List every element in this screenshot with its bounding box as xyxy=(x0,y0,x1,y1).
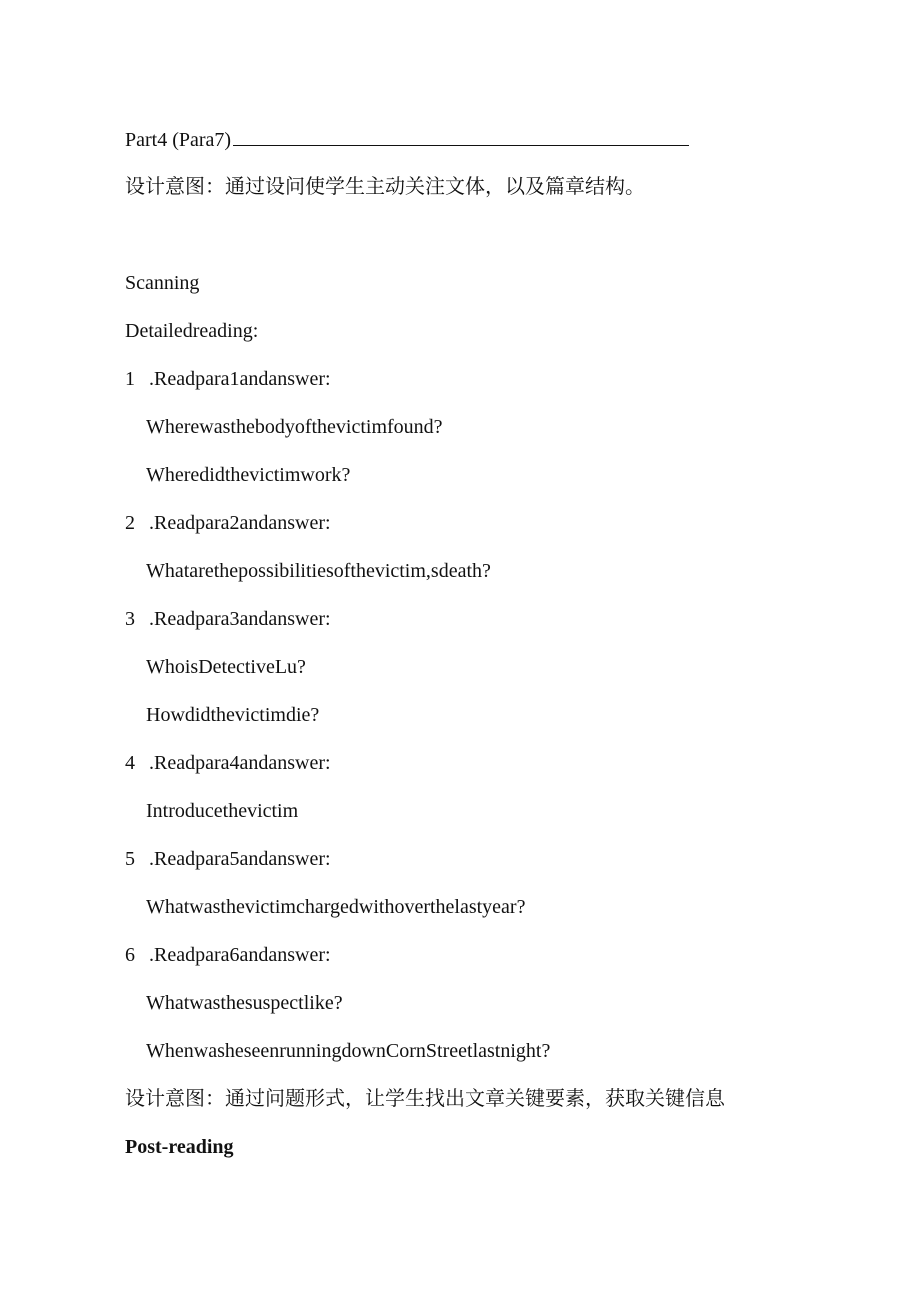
part4-answer-blank xyxy=(233,127,689,146)
item-instruction: .Readpara4andanswer: xyxy=(149,752,331,774)
item-number: 6 xyxy=(125,944,135,966)
item-number: 1 xyxy=(125,368,135,390)
item-instruction: .Readpara3andanswer: xyxy=(149,608,331,630)
question: Wheredidthevictimwork? xyxy=(146,464,351,486)
question: Whatarethepossibilitiesofthevictim,sdeath? xyxy=(146,560,491,582)
item-number: 3 xyxy=(125,608,135,630)
item-instruction: .Readpara1andanswer: xyxy=(149,368,331,390)
list-item-5 xyxy=(125,847,331,871)
part4-line xyxy=(125,127,689,152)
list-item-4 xyxy=(125,751,331,775)
post-reading-heading: Post-reading xyxy=(125,1136,234,1158)
item-number: 4 xyxy=(125,752,135,774)
item-number: 5 xyxy=(125,848,135,870)
question: Wherewasthebodyofthevictimfound? xyxy=(146,416,443,438)
design-intent-1: 设计意图：通过设问使学生主动关注文体，以及篇章结构。 xyxy=(125,176,645,198)
list-item-2 xyxy=(125,511,331,535)
question: Howdidthevictimdie? xyxy=(146,704,320,726)
item-number: 2 xyxy=(125,512,135,534)
list-item-1 xyxy=(125,367,331,391)
list-item-3 xyxy=(125,607,331,631)
detailed-reading-heading: Detailedreading: xyxy=(125,320,259,342)
question: Whatwasthesuspectlike? xyxy=(146,992,343,1014)
part4-label: Part4 (Para7) xyxy=(125,129,232,151)
question: Whatwasthevictimchargedwithoverthelastyear? xyxy=(146,896,526,918)
item-instruction: .Readpara6andanswer: xyxy=(149,944,331,966)
question: WhenwasheseenrunningdownCornStreetlastnight? xyxy=(146,1040,551,1062)
design-intent-2: 设计意图：通过问题形式，让学生找出文章关键要素，获取关键信息 xyxy=(125,1088,725,1110)
question: WhoisDetectiveLu? xyxy=(146,656,306,678)
list-item-6 xyxy=(125,943,331,967)
question: Introducethevictim xyxy=(146,800,299,822)
item-instruction: .Readpara2andanswer: xyxy=(149,512,331,534)
scanning-heading: Scanning xyxy=(125,272,200,294)
item-instruction: .Readpara5andanswer: xyxy=(149,848,331,870)
